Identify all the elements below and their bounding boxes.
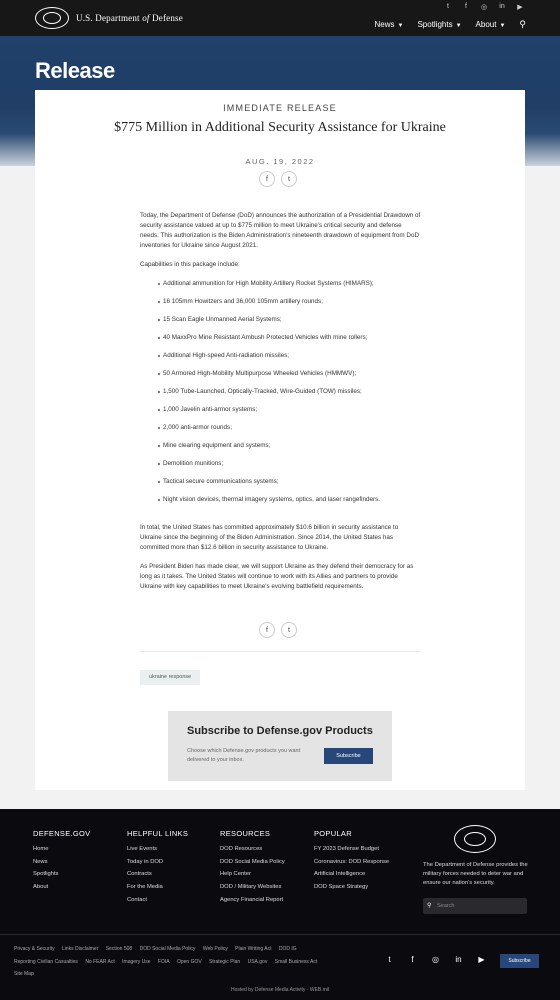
footer-column-defense <box>33 829 90 897</box>
footer-link[interactable]: About <box>33 884 49 891</box>
capabilities-list <box>140 279 421 513</box>
divider <box>140 651 421 652</box>
footer-link[interactable]: DOD Resources <box>220 846 263 852</box>
release-type: IMMEDIATE RELEASE <box>223 103 337 113</box>
site-name[interactable]: U.S. Department of Defense <box>76 13 183 23</box>
footer-link[interactable]: For the Media <box>127 884 163 891</box>
dod-seal-logo[interactable] <box>454 825 496 853</box>
legal-link[interactable]: FOIA <box>157 958 170 965</box>
subscribe-description: Choose which Defense.gov products you want delivered to your inbox. <box>187 748 301 763</box>
footer-column-popular <box>314 829 389 897</box>
footer-search-input[interactable]: ⚲ Search <box>423 898 527 914</box>
list-item: Night vision devices, thermal imagery systems, optics, and laser rangefinders. <box>140 495 421 513</box>
footer-social-links <box>385 955 486 964</box>
twitter-share-icon[interactable]: t <box>281 622 297 638</box>
footer-link[interactable]: DOD / Military Websites <box>220 884 282 891</box>
legal-link[interactable]: Privacy & Security <box>14 946 55 952</box>
chevron-down-icon: ▼ <box>455 23 462 29</box>
footer-column-title: RESOURCES <box>220 829 271 838</box>
twitter-share-icon[interactable]: t <box>281 171 297 187</box>
support-paragraph: As President Biden has made clear, we will support Ukraine as they defend their democracy for as long as it takes. The United States will continue to work with its Allies and partners to provide Ukraine with key capabilities to meet Ukraine's evolving battlefield requirements. <box>140 563 414 590</box>
page-title: Release <box>35 58 115 83</box>
list-item: Mine clearing equipment and systems; <box>140 441 421 459</box>
list-item: Demolition munitions; <box>140 459 421 477</box>
dod-seal-logo[interactable] <box>35 7 69 29</box>
subscribe-title: Subscribe to Defense.gov Products <box>187 725 373 737</box>
youtube-icon[interactable]: ▶ <box>478 955 485 964</box>
legal-link[interactable]: No FEAR Act <box>85 958 115 965</box>
nav-spotlights[interactable]: Spotlights ▼ <box>417 20 462 29</box>
search-icon: ⚲ <box>427 903 432 909</box>
list-item: 40 MaxxPro Mine Resistant Ambush Protected Vehicles with mine rollers; <box>140 333 421 351</box>
share-buttons-bottom <box>259 622 297 638</box>
hosted-by-text: Hosted by Defense Media Activity - WEB.mil <box>230 987 330 993</box>
twitter-icon[interactable]: t <box>388 955 391 964</box>
list-item: Additional ammunition for High Mobility Artillery Rocket Systems (HIMARS); <box>140 279 421 297</box>
facebook-icon[interactable]: f <box>411 955 414 964</box>
instagram-icon[interactable]: ◎ <box>480 4 488 11</box>
share-buttons-top <box>259 171 297 187</box>
site-header <box>0 0 560 36</box>
footer-column-title: HELPFUL LINKS <box>127 829 189 838</box>
footer-column-resources <box>220 829 285 909</box>
footer-link[interactable]: Help Center <box>220 871 251 878</box>
footer-link[interactable]: DOD Space Strategy <box>314 884 369 891</box>
instagram-icon[interactable]: ◎ <box>432 955 439 964</box>
twitter-icon[interactable]: t <box>447 3 449 10</box>
chevron-down-icon: ▼ <box>499 23 506 29</box>
list-item: 1,500 Tube-Launched, Optically-Tracked, Wire-Guided (TOW) missiles; <box>140 387 421 405</box>
list-item: 2,000 anti-armor rounds; <box>140 423 421 441</box>
intro-paragraph: Today, the Department of Defense (DoD) announces the authorization of a Presidential Drawdown of security assistance valued at up to $775 million to meet Ukraine's critical security and defense needs. This authorization is the Biden Administration's nineteenth drawdown of equipment from DoD inventories for Ukraine since August 2021. <box>140 212 421 249</box>
article-card <box>35 90 525 790</box>
legal-link[interactable]: Plain Writing Act <box>235 946 272 952</box>
main-nav <box>374 19 526 30</box>
topic-tag[interactable]: ukraine response <box>140 670 200 685</box>
footer-link[interactable]: News <box>33 858 48 865</box>
legal-link[interactable]: Reporting Civilian Casualties <box>14 958 78 965</box>
site-footer <box>0 809 560 1000</box>
nav-about[interactable]: About ▼ <box>475 20 506 29</box>
legal-link[interactable]: Links Disclaimer <box>61 946 99 952</box>
legal-link[interactable]: Open GOV <box>176 958 202 965</box>
legal-link[interactable]: USA.gov <box>247 958 268 965</box>
legal-link[interactable]: Small Business Act <box>274 958 318 965</box>
legal-link[interactable]: Strategic Plan <box>209 958 241 965</box>
chevron-down-icon: ▼ <box>397 23 404 29</box>
legal-link[interactable]: Site Map <box>14 971 34 977</box>
total-paragraph: In total, the United States has committed approximately $10.6 billion in security assistance to Ukraine since the beginning of the Biden Administration. Since 2014, the United States has committed more than $12.6 billion in security assistance to Ukraine. <box>140 524 399 551</box>
footer-link[interactable]: DOD Social Media Policy <box>220 858 285 865</box>
footer-link[interactable]: Today in DOD <box>127 858 164 865</box>
footer-link[interactable]: FY 2023 Defense Budget <box>314 846 379 852</box>
subscribe-button[interactable]: Subscribe <box>324 748 373 764</box>
youtube-icon[interactable]: ▶ <box>517 4 523 11</box>
article-date: AUG. 19, 2022 <box>245 157 315 166</box>
footer-link[interactable]: Coronavirus: DOD Response <box>314 858 390 865</box>
footer-link[interactable]: Agency Financial Report <box>220 896 284 903</box>
list-item: Additional High-speed Anti-radiation missiles; <box>140 351 421 369</box>
nav-news[interactable]: News ▼ <box>374 20 404 29</box>
list-item: 1,000 Javelin anti-armor systems; <box>140 405 421 423</box>
footer-link[interactable]: Artificial Intelligence <box>314 871 366 878</box>
article-headline: $775 Million in Additional Security Assistance for Ukraine <box>114 120 446 135</box>
legal-link[interactable]: DOD IG <box>278 946 297 952</box>
footer-link[interactable]: Contact <box>127 896 147 903</box>
footer-subscribe-button[interactable]: Subscribe <box>500 954 539 968</box>
search-icon[interactable]: ⚲ <box>519 19 526 29</box>
linkedin-icon[interactable]: in <box>499 3 505 10</box>
legal-link[interactable]: DOD Social Media Policy <box>139 946 196 952</box>
facebook-share-icon[interactable]: f <box>259 622 275 638</box>
divider <box>0 934 560 935</box>
facebook-icon[interactable]: f <box>465 3 467 10</box>
footer-link[interactable]: Spotlights <box>33 871 59 878</box>
legal-link[interactable]: Web Policy <box>202 946 228 952</box>
legal-link[interactable]: Section 508 <box>105 946 133 952</box>
article-body <box>140 211 421 601</box>
list-item: 50 Armored High-Mobility Multipurpose Wheeled Vehicles (HMMWV); <box>140 369 421 387</box>
subscribe-panel <box>168 711 392 781</box>
list-item: Tactical secure communications systems; <box>140 477 421 495</box>
facebook-share-icon[interactable]: f <box>259 171 275 187</box>
header-social-links <box>444 3 524 11</box>
list-item: 15 Scan Eagle Unmanned Aerial Systems; <box>140 315 421 333</box>
linkedin-icon[interactable]: in <box>455 955 462 964</box>
footer-link[interactable]: Home <box>33 846 49 852</box>
footer-column-helpful <box>127 829 188 909</box>
footer-link[interactable]: Live Events <box>127 846 157 852</box>
legal-link[interactable]: Imagery Use <box>122 958 151 965</box>
footer-column-title: DEFENSE.GOV <box>33 829 91 838</box>
footer-column-title: POPULAR <box>314 829 352 838</box>
footer-legal-links <box>14 943 344 981</box>
footer-link[interactable]: Contracts <box>127 871 152 878</box>
list-item: 16 105mm Howitzers and 36,000 105mm artillery rounds; <box>140 297 421 315</box>
capabilities-intro: Capabilities in this package include: <box>140 261 240 268</box>
mission-statement: The Department of Defense provides the military forces needed to deter war and ensure our nation's security. <box>423 862 528 886</box>
